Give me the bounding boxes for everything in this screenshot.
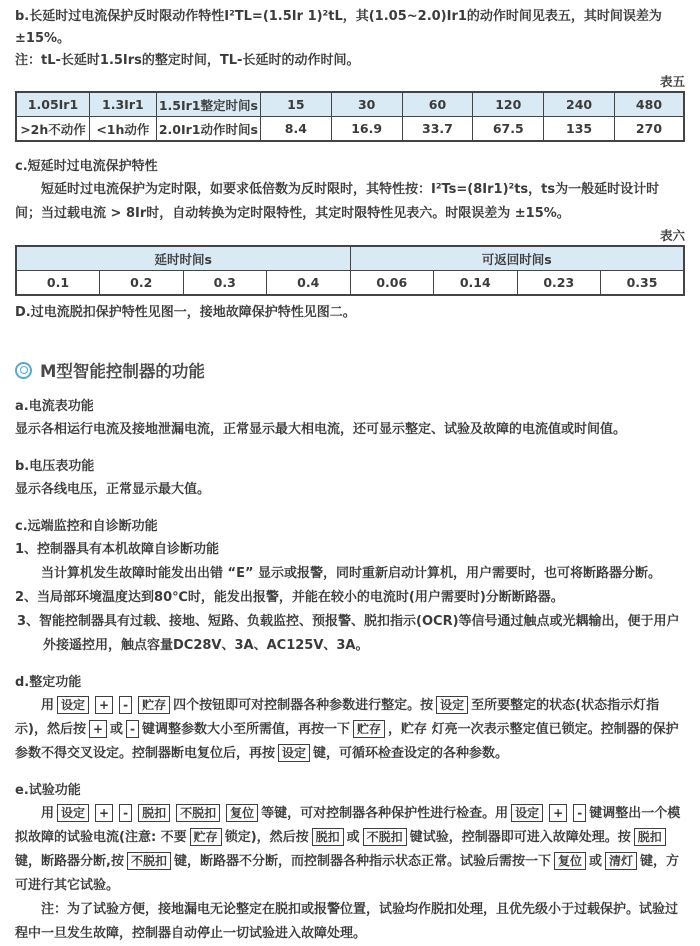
table5-cell: 16.9 <box>331 117 402 142</box>
ammeter-heading: a.电流表功能 <box>15 399 94 414</box>
test-function-body <box>15 802 685 898</box>
table5-cell: 30 <box>331 92 402 117</box>
table6-cell: 0.4 <box>267 271 351 296</box>
table5-cell: 15 <box>260 92 331 117</box>
figures-reference-line: D.过电流脱扣保护特性见图一，接地故障保护特性见图二。 <box>15 305 356 320</box>
text-segment: 键试验，控制器即可进入故障处理。按 <box>409 830 631 845</box>
table5-cell: 60 <box>402 92 473 117</box>
text-segment: 键，方可进行其它试验。 <box>15 854 680 893</box>
text-segment: 用 <box>41 698 55 713</box>
table5-cell: 67.5 <box>473 117 544 142</box>
long-delay-note-line: 注：tL-长延时1.5Irs的整定时间，TL-长延时的动作时间。 <box>15 53 360 68</box>
text-segment: 用 <box>41 806 55 821</box>
table6-cell: 0.06 <box>350 271 434 296</box>
long-delay-characteristic-line: b.长延时过电流保护反时限动作特性I²TL=(1.5Ir 1)²tL，其(1.05~2.0)Ir1的动作时间见表五，其时间误差为 ±15%。 <box>15 9 662 46</box>
double-ring-icon <box>15 362 32 379</box>
text-segment: 键，断路器分断,按 <box>15 854 124 869</box>
section-title-text: M型智能控制器的功能 <box>40 362 205 381</box>
table6-cell: 0.2 <box>100 271 184 296</box>
remote-item-2: 2、当局部环境温度达到80℃时，能发出报警，并能在较小的电流时(用户需要时)分断断路器。 <box>15 590 564 605</box>
key-button-label: 脱扣 <box>312 828 344 846</box>
key-button-label: + <box>89 720 107 738</box>
key-button-label: - <box>573 804 586 822</box>
text-segment: 键，可循环检查设定的各种参数。 <box>313 746 509 761</box>
key-button-label: 设定 <box>278 744 310 762</box>
setting-function-body <box>15 694 685 766</box>
key-button-label: 脱扣 <box>138 804 170 822</box>
text-segment: 或 <box>589 854 603 869</box>
voltmeter-body: 显示各线电压，正常显示最大值。 <box>15 482 211 497</box>
remote-item-1-detail: 当计算机发生故障时能发出出错 “E” 显示或报警，同时重新启动计算机，用户需要时，也可将断路器分断。 <box>41 566 662 581</box>
table5-cell: >2h不动作 <box>16 117 89 142</box>
short-delay-body: 短延时过电流保护为定时限，如要求低倍数为反时限时，其特性按：I²Ts=(8Ir1)²ts，ts为一般延时设计时间；当过载电流 > 8Ir时，自动转换为定时限特性，其定时限特性见表六。时限误差为 ±15%。 <box>15 182 660 221</box>
table5-cell: 33.7 <box>402 117 473 142</box>
table5-cell: 1.5Ir1整定时间s <box>156 92 260 117</box>
table5-cell: 1.05Ir1 <box>16 92 89 117</box>
table6-header-cell: 延时时间s <box>16 246 350 271</box>
text-segment: 锁定)，然后按 <box>224 830 309 845</box>
table5-cell: 135 <box>544 117 615 142</box>
table5-cell: 480 <box>614 92 684 117</box>
table6-header-cell: 可返回时间s <box>350 246 684 271</box>
table5-cell: 2.0Ir1动作时间s <box>156 117 260 142</box>
key-button-label: - <box>119 696 132 714</box>
key-button-label: 设定 <box>57 696 89 714</box>
table6-cell: 0.23 <box>517 271 601 296</box>
text-segment: 或 <box>110 722 124 737</box>
table5-cell: 120 <box>473 92 544 117</box>
key-button-label: 贮存 <box>353 720 385 738</box>
test-function-heading: e.试验功能 <box>15 783 81 798</box>
table5 <box>15 91 685 142</box>
key-button-label: + <box>95 804 113 822</box>
key-button-label: 贮存 <box>138 696 170 714</box>
table6 <box>15 245 685 296</box>
table6-header-row <box>16 246 684 271</box>
text-segment: 或 <box>346 830 360 845</box>
short-delay-heading: c.短延时过电流保护特性 <box>15 159 158 174</box>
text-segment: ，贮存 灯亮一次表示整定值已锁定。控制器的保护参数不得交叉设定。控制器断电复位后，再按 <box>15 722 679 761</box>
text-segment: 键，断路器不分断，而控制器各种指示状态正常。试验后需按一下 <box>173 854 551 869</box>
key-button-label: 清灯 <box>605 852 637 870</box>
table5-cell: 240 <box>544 92 615 117</box>
text-segment: 至所要整定的状态(状态指示灯指示)，然后按 <box>15 698 660 737</box>
key-button-label: 贮存 <box>190 828 222 846</box>
key-button-label: + <box>549 804 567 822</box>
remote-item-1: 1、控制器具有本机故障自诊断功能 <box>15 542 220 557</box>
text-segment: 四个按钮即可对控制器各种参数进行整定。按 <box>173 698 434 713</box>
key-button-label: 脱扣 <box>634 828 666 846</box>
remote-monitor-heading: c.远端监控和自诊断功能 <box>15 519 158 534</box>
key-button-label: 设定 <box>511 804 543 822</box>
key-button-label: - <box>126 720 139 738</box>
key-button-label: + <box>95 696 113 714</box>
table6-label: 表六 <box>659 228 685 243</box>
setting-function-heading: d.整定功能 <box>15 675 82 690</box>
table6-cell: 0.3 <box>183 271 267 296</box>
table6-value-row <box>16 271 684 296</box>
table5-cell: 270 <box>614 117 684 142</box>
key-button-label: 复位 <box>554 852 586 870</box>
m-controller-section-title <box>15 358 685 382</box>
key-button-label: 设定 <box>57 804 89 822</box>
table5-cell: 1.3Ir1 <box>89 92 156 117</box>
text-segment: 键调整出一个模拟故障的试验电流(注意: 不要 <box>15 806 681 845</box>
ammeter-body: 显示各相运行电流及接地泄漏电流，正常显示最大相电流，还可显示整定、试验及故障的电流值或时间值。 <box>15 422 627 437</box>
key-button-label: 不脱扣 <box>176 804 220 822</box>
table5-cell: <1h动作 <box>89 117 156 142</box>
text-segment: 键调整参数大小至所需值，再按一下 <box>142 722 351 737</box>
table5-label: 表五 <box>659 74 685 89</box>
table6-cell: 0.14 <box>434 271 518 296</box>
text-segment: 等键，可对控制器各种保护性进行检查。用 <box>261 806 509 821</box>
test-function-note: 注：为了试验方便，接地漏电无论整定在脱扣或报警位置，试验均作脱扣处理，且优先级小于过载保护。试验过程中一旦发生故障，控制器自动停止一切试验进入故障处理。 <box>15 902 679 941</box>
table5-row-2 <box>16 117 684 142</box>
key-button-label: 不脱扣 <box>127 852 171 870</box>
table6-cell: 0.35 <box>601 271 685 296</box>
table5-row-1 <box>16 92 684 117</box>
key-button-label: - <box>119 804 132 822</box>
table6-cell: 0.1 <box>16 271 100 296</box>
key-button-label: 设定 <box>436 696 468 714</box>
remote-item-3: 3、智能控制器具有过载、接地、短路、负载监控、预报警、脱扣指示(OCR)等信号通过触点或光耦输出，便于用户外接遥控用，触点容量DC28V、3A、AC125V、3A。 <box>17 614 680 653</box>
key-button-label: 不脱扣 <box>363 828 407 846</box>
key-button-label: 复位 <box>226 804 258 822</box>
table5-cell: 8.4 <box>260 117 331 142</box>
voltmeter-heading: b.电压表功能 <box>15 459 95 474</box>
